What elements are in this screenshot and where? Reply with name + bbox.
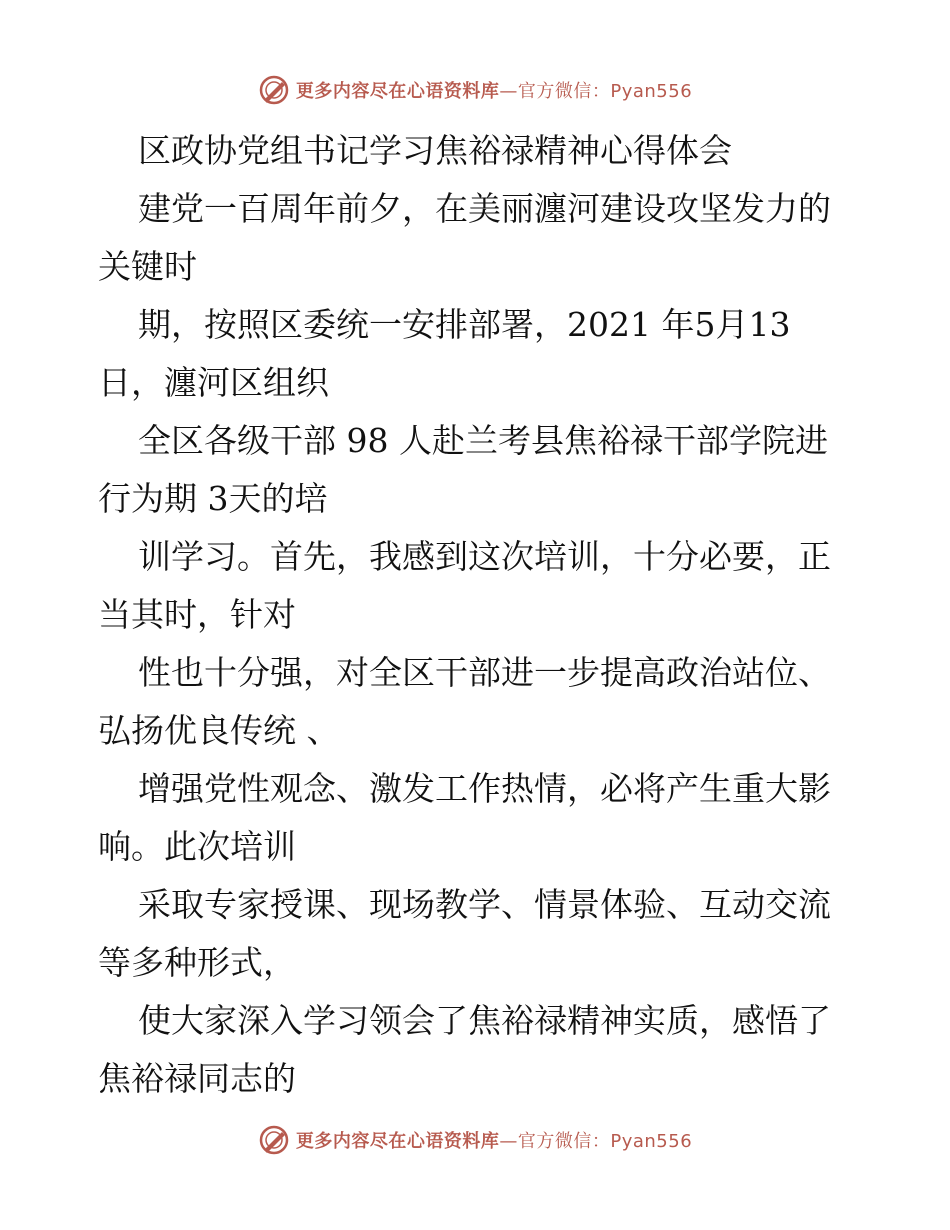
text-line: 采取专家授课、现场教学、情景体验、互动交流 [138,885,831,924]
text-line: 等多种形式， [98,943,296,982]
watermark-text [296,77,692,103]
text-line: 建党一百周年前夕，在美丽瀍河建设攻坚发力的 [138,189,831,228]
red-pen-logo-icon [258,1124,290,1156]
text-line: 训学习。首先，我感到这次培训，十分必要，正 [138,537,831,576]
text-line: 全区各级干部 98 人赴兰考县焦裕禄干部学院进 [138,421,828,460]
text-line: 性也十分强，对全区干部进一步提高政治站位、 [138,653,831,692]
watermark-text [296,1127,692,1153]
text-line: 关键时 [98,247,197,286]
text-line: 当其时，针对 [98,595,296,634]
watermark-wechat-text: —官方微信：Pyan556 [499,1131,693,1152]
text-line: 行为期 3天的培 [98,479,328,518]
text-line: 增强党性观念、激发工作热情，必将产生重大影 [138,769,831,808]
text-line: 使大家深入学习领会了焦裕禄精神实质，感悟了 [138,1001,831,1040]
text-line: 日，瀍河区组织 [98,363,329,402]
text-line: 焦裕禄同志的 [98,1059,296,1098]
red-pen-logo-icon [258,74,290,106]
document-body [98,122,858,1108]
watermark-wechat-text: —官方微信：Pyan556 [499,81,693,102]
text-line: 期，按照区委统一安排部署，2021 年5月13 [138,305,791,344]
watermark-footer [0,1120,950,1160]
text-line: 弘扬优良传统 、 [98,711,340,750]
watermark-site-text: 更多内容尽在心语资料库 [295,81,500,102]
watermark-site-text: 更多内容尽在心语资料库 [295,1131,500,1152]
watermark-header [0,70,950,110]
document-title: 区政协党组书记学习焦裕禄精神心得体会 [138,131,732,170]
text-line: 响。此次培训 [98,827,296,866]
